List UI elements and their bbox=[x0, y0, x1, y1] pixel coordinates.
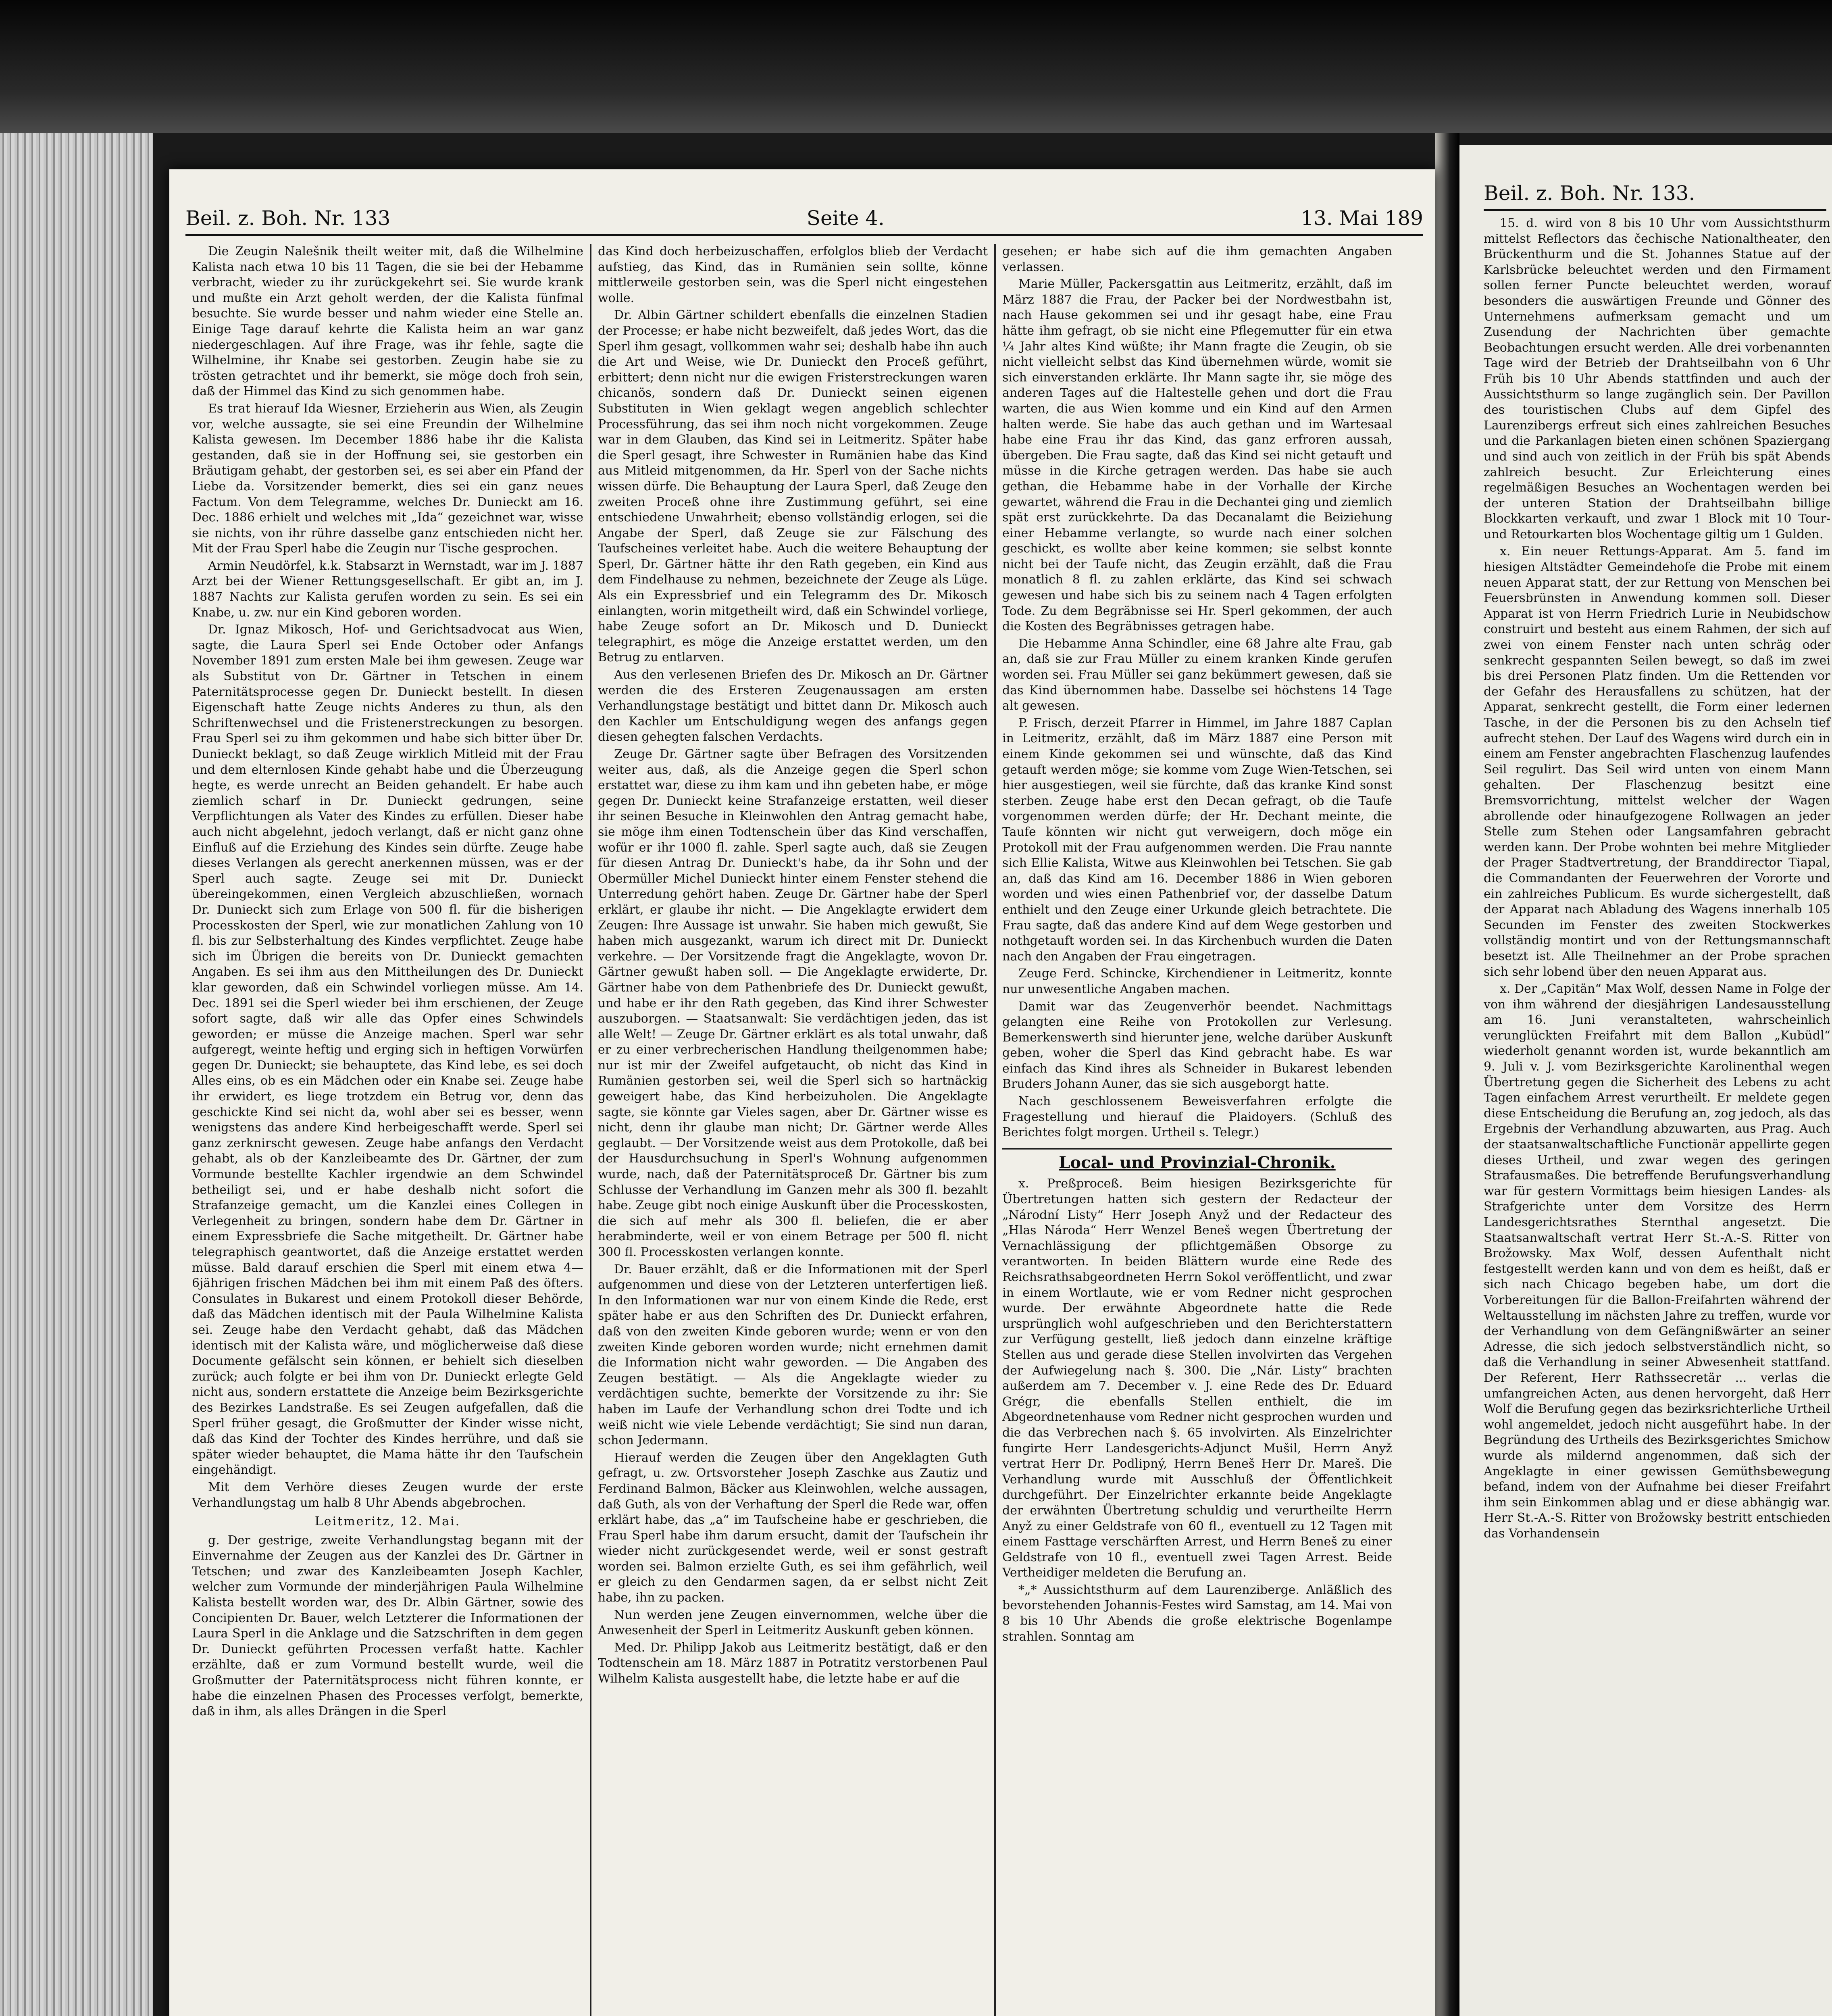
header-date: 13. Mai 189 bbox=[1301, 206, 1423, 230]
book-gutter bbox=[1435, 133, 1459, 2016]
paragraph: g. Der gestrige, zweite Verhandlungstag begann mit der Einvernahme der Zeugen aus der Kanzlei des Dr. Gärtner in Tetschen; und zwar des Kanzleibeamten Joseph Kachler, welcher zum Vormunde der minderjährigen Paula Wilhelmine Kalista bestellt worden war, des Dr. Albin Gärtner, sowie des Concipienten Dr. Bauer, welch Letzterer die Informationen der Laura Sperl in die Anklage und die Satzschriften in dem gegen Dr. Dunieckt geführten Processen verfaßt hatte. Kachler erzählte, daß er zum Vormund bestellt wurde, weil die Großmutter der Paternitätsprocess nicht führen konnte, er habe die einzelnen Phasen des Processes verfolgt, bemerkte, daß in ihm, als alles Drängen in die Sperl bbox=[192, 1533, 583, 1719]
header-page-number: Seite 4. bbox=[806, 206, 885, 230]
paragraph: Armin Neudörfel, k.k. Stabsarzt in Wernstadt, war im J. 1887 Arzt bei der Wiener Rettungsgesellschaft. Er gibt an, im J. 1887 Nachts zur Kalista gerufen worden zu sein. Es sei ein Knabe, u. zw. nur ein Kind geboren worden. bbox=[192, 558, 583, 620]
paragraph: 15. d. wird von 8 bis 10 Uhr vom Aussichtsthurm mittelst Reflectors das čechische Nationaltheater, den Brückenthurm und die St. Johannes Statue auf der Karlsbrücke beleuchtet werden und den Firmament sollen ferner Puncte beleuchtet werden, worauf besonders die auswärtigen Freunde und Gönner des Unternehmens aufmerksam gemacht und um Zusendung der Nachrichten über gemachte Beobachtungen ersucht werden. Alle drei vorbenannten Tage wird der Betrieb der Drahtseilbahn von 6 Uhr Früh bis 10 Uhr Abends stattfinden und auch der Aussichtsthurm so lange zugänglich sein. Der Pavillon des touristischen Clubs auf dem Gipfel des Laurenzibergs erfreut sich eines zahlreichen Besuches und die Parkanlagen bieten einen schönen Spaziergang und sind auch von zeitlich in der Früh bis spät Abends zahlreich besucht. Zur Erleichterung eines regelmäßigen Besuches an Wochentagen werden bei der unteren Station der Drahtseilbahn billige Blockkarten verkauft, und zwar 1 Block mit 10 Tour- und Retourkarten blos Wochentage giltig um 1 Gulden. bbox=[1484, 216, 1830, 541]
paragraph: Zeuge Dr. Gärtner sagte über Befragen des Vorsitzenden weiter aus, daß, als die Anzeige gegen die Sperl schon erstattet war, diese zu ihm kam und ihn gebeten habe, er möge gegen Dr. Dunieckt keine Strafanzeige erstatten, weil dieser ihr seinen Besuche in Kleinwohlen den Antrag gemacht habe, sie möge ihm einen Todtenschein über das Kind verschaffen, wofür er ihr 1000 fl. zahle. Sperl sagte auch, daß sie Zeugen für diesen Antrag Dr. Dunieckt's habe, da ihr Sohn und der Obermüller Michel Dunieckt hinter einem Fenster stehend die Unterredung gehört haben. Zeuge Dr. Gärtner habe der Sperl erklärt, er glaube ihr nicht. — Die Angeklagte erwidert dem Zeugen: Ihre Aussage ist unwahr. Sie haben mich gewußt, Sie haben mich ausgezankt, warum ich direct mit Dr. Dunieckt verkehre. — Der Vorsitzende fragt die Angeklagte, wovon Dr. Gärtner gewußt haben soll. — Die Angeklagte erwiderte, Dr. Gärtner habe von dem Pathenbriefe des Dr. Dunieckt gewußt, und habe er ihr den Rath gegeben, das Kind ihrer Schwester auszuborgen. — Staatsanwalt: Sie verdächtigen jeden, das ist alle Welt! — Zeuge Dr. Gärtner erklärt es als total unwahr, daß er zu einer verbrecherischen Handlung theilgenommen habe; nur ist mir der Zweifel aufgetaucht, ob nicht das Kind in Rumänien gestorben sei, weil die Sperl sich so hartnäckig geweigert habe, das Kind herbeizuholen. Die Angeklagte sagte, sie könnte gar Vieles sagen, aber Dr. Gärtner wisse es nicht, denn ihr glaube man nicht; Dr. Gärtner werde Alles geglaubt. — Der Vorsitzende weist aus dem Protokolle, daß bei der Hausdurchsuchung in Sperl's Wohnung aufgenommen wurde, nach, daß der Paternitätsproceß Dr. Gärtner bis zum Schlusse der Verhandlung im Ganzen mehr als 300 fl. bezahlt habe. Zeuge gibt noch einige Auskunft über die Processkosten, die sich auf mehr als 300 fl. beliefen, die er aber herabminderte, weil er von einem Betrage per 500 fl. nicht 300 fl. Processkosten verlangen konnte. bbox=[598, 747, 988, 1259]
paragraph: P. Frisch, derzeit Pfarrer in Himmel, im Jahre 1887 Caplan in Leitmeritz, erzählt, daß im März 1887 eine Person mit einem Kinde gekommen sei und wünschte, daß das Kind getauft werden möge; sie komme vom Zuge Wien-Tetschen, sei hier ausgestiegen, weil sie fürchte, daß das kranke Kind sonst sterben. Zeuge habe erst den Decan gefragt, ob die Taufe vorgenommen werden dürfe; der Hr. Dechant meinte, die Taufe könnten wir nicht gut verweigern, doch möge ein Protokoll mit der Frau aufgenommen werden. Die Frau nannte sich Ellie Kalista, Witwe aus Kleinwohlen bei Tetschen. Sie gab an, daß das Kind am 16. December 1886 in Wien geboren worden und wies einen Pathenbrief vor, der dasselbe Datum enthielt und den Zeuge einer Urkunde gleich betrachtete. Die Frau sagte, daß das andere Kind auf dem Wege gestorben und nothgetauft worden sei. In das Kirchenbuch wurden die Daten nach den Angaben der Frau eingetragen. bbox=[1002, 716, 1392, 964]
scanner-background bbox=[0, 0, 1832, 133]
paragraph: Nach geschlossenem Beweisverfahren erfolgte die Fragestellung und hierauf die Plaidoyers. (Schluß des Berichtes folgt morgen. Urtheil s. Telegr.) bbox=[1002, 1094, 1392, 1140]
column-3 bbox=[994, 244, 1399, 2016]
paragraph: Hierauf werden die Zeugen über den Angeklagten Guth gefragt, u. zw. Ortsvorsteher Joseph Zaschke aus Zautiz und Ferdinand Balmon, Bäcker aus Kleinwohlen, welche aussagen, daß Guth, als von der Verhaftung der Sperl die Rede war, offen erklärt habe, das „a“ im Taufscheine habe er geschrieben, die Frau Sperl habe ihm darum ersucht, damit der Taufschein ihr wieder nicht zurückgesendet werde, weil er sonst gestraft worden sei. Balmon erzielte Guth, es sei ihm gefährlich, weil er gleich zu den Gendarmen sagen, da er selbst nicht Zeit habe, ihn zu packen. bbox=[598, 1450, 988, 1605]
paragraph: Dr. Ignaz Mikosch, Hof- und Gerichtsadvocat aus Wien, sagte, die Laura Sperl sei Ende October oder Anfangs November 1891 zum ersten Male bei ihm gewesen. Zeuge war als Substitut von Dr. Gärtner in Tetschen in einem Paternitätsprocesse gegen Dr. Dunieckt bestellt. In diesen Eigenschaft hatte Zeuge nichts Anderes zu thun, als den Schriftenwechsel und die Fristenerstreckungen zu besorgen. Frau Sperl sei zu ihm gekommen und habe sich bitter über Dr. Dunieckt beklagt, so daß Zeuge wirklich Mitleid mit der Frau und dem elternlosen Kinde gehabt habe und die Überzeugung hegte, es werde unrecht an Beiden gehandelt. Er habe auch ziemlich scharf in Dr. Dunieckt gedrungen, seine Verpflichtungen als Vater des Kindes zu erfüllen. Dieser habe auch nicht abgelehnt, jedoch verlangt, daß er nicht ganz ohne Einfluß auf die Erziehung des Kindes sein dürfte. Zeuge habe dieses Verlangen als gerecht anerkennen müssen, was er der Sperl auch sagte. Zeuge sei mit Dr. Dunieckt übereingekommen, einen Vergleich abzuschließen, wornach Dr. Dunieckt sich zum Erlage von 500 fl. für die bisherigen Processkosten der Sperl, wie zur monatlichen Zahlung von 10 fl. bis zur Selbsterhaltung des Kindes verpflichtet. Zeuge habe sich im Übrigen die bereits von Dr. Dunieckt gemachten Angaben. Es sei ihm aus den Mittheilungen des Dr. Dunieckt klar geworden, daß ein Schwindel vorliegen müsse. Am 14. Dec. 1891 sei die Sperl wieder bei ihm erschienen, der Zeuge sofort sagte, daß wir alle das Opfer eines Schwindels geworden; er müsse die Anzeige machen. Sperl war sehr aufgeregt, weinte heftig und erging sich in heftigen Vorwürfen gegen Dr. Dunieckt; sie behauptete, das Kind lebe, es sei doch Alles eins, ob es ein Mädchen oder ein Knabe sei. Zeuge habe ihr erwidert, es liege trotzdem ein Betrug vor, denn das geschickte Kind sei nicht da, wohl aber sei es besser, wenn wenigstens das andere Kind herbeigeschafft werde. Sperl sei ganz zerknirscht gewesen. Zeuge habe anfangs den Verdacht gehabt, als ob der Kanzleibeamte des Dr. Gärtner, der zum Vormunde bestellte Kachler irgendwie an dem Schwindel betheiligt sei, und er habe deshalb nicht sofort die Strafanzeige gemacht, um die Kanzlei eines Collegen in Verlegenheit zu bringen, sondern habe dem Dr. Gärtner in einem Expressbriefe die Sache mitgetheilt. Dr. Gärtner habe telegraphisch geantwortet, daß die Anzeige erstattet werden müsse. Bald darauf erschien die Sperl mit einem etwa 4—6jährigen frischen Mädchen bei ihm mit einem Paß des öfters. Consulates in Bukarest und einem Protokoll dieser Behörde, daß das Mädchen identisch mit der Paula Wilhelmine Kalista sei. Zeuge habe den Verdacht gehabt, daß das Mädchen identisch mit der Kalista wäre, und möglicherweise daß diese Documente gefälscht sein können, er behielt sich dieselben zurück; auch folgte er bei ihm von Dr. Dunieckt erlegte Geld nicht aus, sondern erstattete die Anzeige beim Bezirksgerichte des Bezirkes Landstraße. Es sei Zeugen aufgefallen, daß die Sperl früher gesagt, die Großmutter der Kinder wisse nicht, daß das Kind der Tochter des Kindes herrühre, und daß sie später wieder behauptet, die Mama hätte ihr den Taufschein eingehändigt. bbox=[192, 623, 583, 1477]
paragraph: Nun werden jene Zeugen einvernommen, welche über die Anwesenheit der Sperl in Leitmeritz Auskunft geben können. bbox=[598, 1608, 988, 1638]
facing-page-column bbox=[1484, 216, 1830, 1543]
running-header bbox=[185, 198, 1423, 236]
facing-page-header: Beil. z. Boh. Nr. 133. bbox=[1484, 181, 1826, 211]
column-1 bbox=[185, 244, 590, 2016]
paragraph: Damit war das Zeugenverhör beendet. Nachmittags gelangten eine Reihe von Protokollen zur Verlesung. Bemerkenswerth sind hierunter jene, welche darüber Auskunft geben, woher die Sperl das Kind gebracht habe. Es war einfach das Kind ihres als Schneider in Bukarest lebenden Bruders Johann Auner, das sie sich ausgeborgt hatte. bbox=[1002, 999, 1392, 1091]
paragraph: Die Zeugin Nalešnik theilt weiter mit, daß die Wilhelmine Kalista nach etwa 10 bis 11 Tagen, die sie bei der Hebamme verbracht, wieder zu ihr zurückgekehrt sei. Sie wurde krank und mußte ein Arzt geholt werden, der die Kalista fünfmal besuchte. Sie wurde besser und nahm wieder eine Stelle an. Einige Tage darauf kehrte die Kalista heim an war ganz niedergeschlagen. Auf ihre Frage, was ihr fehle, sagte die Wilhelmine, ihr Knabe sei gestorben. Zeugin habe sie zu trösten getrachtet und ihr bemerkt, sie möge doch froh sein, daß der Himmel das Kind zu sich genommen habe. bbox=[192, 244, 583, 399]
paragraph: Dr. Albin Gärtner schildert ebenfalls die einzelnen Stadien der Processe; er habe nicht bezweifelt, daß jedes Wort, das die Sperl ihm gesagt, vollkommen wahr sei; deshalb habe ihn auch die Art und Weise, wie Dr. Dunieckt den Proceß geführt, erbittert; denn nicht nur die ewigen Fristerstreckungen waren chicanös, sondern daß Dr. Dunieckt seinen eigenen Substituten in Wien geklagt wegen angeblich schlechter Processführung, das sei ihm noch nicht vorgekommen. Zeuge war in dem Glauben, das Kind sei in Leitmeritz. Später habe die Sperl gesagt, ihre Schwester in Rumänien habe das Kind aus Mitleid mitgenommen, da Hr. Sperl von der Sache nichts wissen dürfe. Die Behauptung der Laura Sperl, daß Zeuge den zweiten Proceß ohne ihre Zustimmung geführt, sei eine entschiedene Unwahrheit; ebenso vollständig erlogen, sei die Angabe der Sperl, daß Zeuge sie zur Fälschung des Taufscheines verleitet habe. Auch die weitere Behauptung der Sperl, Dr. Gärtner hätte ihr den Rath gegeben, ein Kind aus dem Findelhause zu nehmen, bezeichnete der Zeuge als Lüge. Als ein Expressbrief und ein Telegramm des Dr. Mikosch einlangten, worin mitgetheilt wird, daß ein Schwindel vorliege, habe Zeuge sofort an Dr. Mikosch und D. Dunieckt telegraphirt, es möge die Anzeige erstattet werden, um den Betrug zu entlarven. bbox=[598, 308, 988, 665]
paragraph: Med. Dr. Philipp Jakob aus Leitmeritz bestätigt, daß er den Todtenschein am 18. März 1887 in Potratitz verstorbenen Paul Wilhelm Kalista ausgestellt habe, die letzte habe er auf die bbox=[598, 1640, 988, 1686]
column-2 bbox=[590, 244, 994, 2016]
paragraph: x. Der „Capitän“ Max Wolf, dessen Name in Folge der von ihm während der diesjährigen Landesausstellung am 16. Juni veranstalteten, wahrscheinlich verunglückten Freifahrt mit dem Ballon „Kubüdl“ wiederholt genannt worden ist, wurde bekanntlich am 9. Juli v. J. vom Bezirksgerichte Karolinenthal wegen Übertretung gegen die Sicherheit des Lebens zu acht Tagen einfachem Arrest verurtheilt. Er meldete gegen diese Entscheidung die Berufung an, zog jedoch, als das Ergebnis der Verhandlung abzuwarten, aus Prag. Auch der staatsanwaltschaftliche Functionär appellirte gegen dieses Urtheil, und zwar wegen des geringen Strafausmaßes. Die betreffende Berufungsverhandlung war für gestern Vormittags beim hiesigen Landes- als Strafgerichte unter dem Vorsitze des Herrn Landesgerichtsrathes Sternthal angesetzt. Die Staatsanwaltschaft vertrat Herr St.-A.-S. Ritter von Brožowsky. Max Wolf, dessen Aufenthalt nicht festgestellt werden kann und von dem es heißt, daß er sich nach Chicago begeben habe, um dort die Vorbereitungen für die Ballon-Freifahrten während der Weltausstellung im nächsten Jahre zu treffen, wurde vor der Verhandlung von dem Gefängnißwärter an seiner Adresse, die sich jedoch selbstverständlich nicht, so daß die Verhandlung in seiner Abwesenheit stattfand. Der Referent, Herr Rathssecretär ... verlas die umfangreichen Acten, aus denen hervorgeht, daß Herr Wolf die Berufung gegen das bezirksrichterliche Urtheil wohl angemeldet, jedoch nicht ausgeführt habe. In der Begründung des Urtheils des Bezirksgerichtes Smichow wurde als mildernd angenommen, daß sich der Angeklagte in einer gewissen Gemüthsbewegung befand, indem von der Aufnahme bei dieser Freifahrt ihm sein Einkommen ablag und er diese abhängig war. Herr St.-A.-S. Ritter von Brožowsky bestritt entschieden das Vorhandensein bbox=[1484, 982, 1830, 1541]
paragraph: Zeuge Ferd. Schincke, Kirchendiener in Leitmeritz, konnte nur unwesentliche Angaben machen. bbox=[1002, 966, 1392, 996]
paragraph: *„* Aussichtsthurm auf dem Laurenziberge. Anläßlich des bevorstehenden Johannis-Festes wird Samstag, am 14. Mai von 8 bis 10 Uhr Abends die große elektrische Bogenlampe strahlen. Sonntag am bbox=[1002, 1583, 1392, 1644]
paragraph: Die Hebamme Anna Schindler, eine 68 Jahre alte Frau, gab an, daß sie zur Frau Müller zu einem kranken Kinde gerufen worden sei. Frau Müller sei ganz bekümmert gewesen, daß sie das Kind übernommen habe. Dasselbe sei höchstens 14 Tage alt gewesen. bbox=[1002, 636, 1392, 713]
paragraph: Aus den verlesenen Briefen des Dr. Mikosch an Dr. Gärtner werden die des Ersteren Zeugenaussagen am ersten Verhandlungstage bestätigt und bittet dann Dr. Mikosch auch den Kachler um Entschuldigung wegen des anfangs gegen diesen gehegten falschen Verdachts. bbox=[598, 668, 988, 744]
newspaper-page bbox=[169, 169, 1435, 2016]
book-page-edges bbox=[0, 133, 153, 2016]
article-columns bbox=[185, 244, 1423, 2016]
paragraph: x. Ein neuer Rettungs-Apparat. Am 5. fand im hiesigen Altstädter Gemeindehofe die Probe mit einem neuen Apparat statt, der zur Rettung von Menschen bei Feuersbrünsten in Anwendung kommen soll. Dieser Apparat ist von Herrn Friedrich Lurie in Neubidschow construirt und besteht aus einem Rahmen, der sich auf zwei von einem Fenster nach unten schräg oder senkrecht gespannten Seilen bewegt, so daß im zwei bis drei Personen Platz finden. Um die Rettenden vor der Gefahr des Herausfallens zu schützen, hat der Apparat, senkrecht gestellt, die Form einer ledernen Tasche, in der die Personen bis zu den Achseln tief aufrecht stehen. Der Lauf des Wagens wird durch ein in einem am Fenster angebrachten Flaschenzug laufendes Seil regulirt. Das Seil wird unten von einem Mann gehalten. Der Flaschenzug besitzt eine Bremsvorrichtung, mittelst welcher der Wagen abrollende oder hinaufgezogene Rollwagen an jeder Stelle zum Stehen oder Langsamfahren gebracht werden kann. Der Probe wohnten bei mehre Mitglieder der Prager Stadtvertretung, der Branddirector Tiapal, die Commandanten der Feuerwehren der Vororte und ein zahlreiches Publicum. Es wurde sichergestellt, daß der Apparat nach Abladung des Wagens innerhalb 105 Secunden im Fenster des zweiten Stockwerkes vollständig montirt und von der Rettungsmannschaft besetzt ist. Alle Theilnehmer an der Probe sprachen sich sehr lobend über den neuen Apparat aus. bbox=[1484, 544, 1830, 979]
header-supplement-number: Beil. z. Boh. Nr. 133 bbox=[185, 206, 391, 230]
dateline: Leitmeritz, 12. Mai. bbox=[314, 1514, 461, 1529]
paragraph: Marie Müller, Packersgattin aus Leitmeritz, erzählt, daß im März 1887 die Frau, der Packer bei der Nordwestbahn ist, nach Hause gekommen sei und ihr gesagt habe, eine Frau hätte ihm gefragt, ob sie nicht eine Pflegemutter für ein etwa ¼ Jahr altes Kind wüßte; ihr Mann fragte die Zeugin, ob sie nicht vielleicht selbst das Kind übernehmen würde, womit sie sich einverstanden erklärte. Ihr Mann sagte ihr, sie möge des anderen Tages auf die Haltestelle gehen und dort die Frau warten, die aus Wien komme und ein Kind auf den Armen halten werde. Sie habe das auch gethan und im Wartesaal habe eine Frau ihr das Kind, das ganz erfroren aussah, übergeben. Die Frau sagte, daß das Kind sei nicht getauft und müsse in die Kirche getragen werden. Das habe sie auch gethan, die Hebamme habe in der Vorhalle der Kirche gewartet, während die Frau in die Dechantei ging und ziemlich spät erst zurückkehrte. Da das Decanalamt die Beiziehung einer Hebamme verlangte, so wurde nach einer solchen geschickt, es wollte aber keine kommen; sie selbst konnte nicht bei der Taufe nicht, das Zeugin erzählt, daß die Frau monatlich 8 fl. zu zahlen erklärte, das Kind sei schwach gewesen und habe sich bis zu seinem nach 4 Tagen erfolgten Tode. Zu dem Begräbnisse sei Hr. Sperl gekommen, der auch die Kosten des Begräbnisses getragen habe. bbox=[1002, 277, 1392, 634]
paragraph: Es trat hierauf Ida Wiesner, Erzieherin aus Wien, als Zeugin vor, welche aussagte, sie sei eine Freundin der Wilhelmine Kalista gewesen. Im December 1886 habe ihr die Kalista gestanden, daß sie in der Hoffnung sei, sie gestorben ein Bräutigam gehabt, der gestorben sei, es sei aber ein Pfand der Liebe da. Vorsitzender bemerkt, dies sei ein ganz neues Factum. Von dem Telegramme, welches Dr. Dunieckt am 16. Dec. 1886 erhielt und welches mit „Ida“ gezeichnet war, wisse sie nichts, von ihr rühre dasselbe ganz entschieden nicht her. Mit der Frau Sperl habe die Zeugin nur Tische gesprochen. bbox=[192, 401, 583, 556]
paragraph: Mit dem Verhöre dieses Zeugen wurde der erste Verhandlungstag um halb 8 Uhr Abends abgebrochen. bbox=[192, 1480, 583, 1510]
section-divider bbox=[1002, 1148, 1392, 1150]
section-heading: Local- und Provinzial-Chronik. bbox=[1059, 1153, 1336, 1172]
paragraph: x. Preßproceß. Beim hiesigen Bezirksgerichte für Übertretungen hatten sich gestern der Redacteur der „Národní Listy“ Herr Joseph Anyž und der Redacteur des „Hlas Národa“ Herr Wenzel Beneš wegen Übertretung der Vernachlässigung der pflichtgemäßen Obsorge zu verantworten. In beiden Blättern wurde eine Rede des Reichsrathsabgeordneten Herrn Sokol veröffentlicht, und zwar in einem Wortlaute, wie er vom Redner nicht gesprochen wurde. Der erwähnte Abgeordnete hatte die Rede ursprünglich wohl aufgeschrieben und den Berichterstattern zur Verfügung gestellt, ließ jedoch dann einzelne kräftige Stellen aus und gerade diese Stellen involvirten das Vergehen der Aufwiegelung nach §. 300. Die „Nár. Listy“ brachten außerdem am 7. December v. J. eine Rede des Dr. Eduard Grégr, die ebenfalls Stellen enthielt, die im Abgeordnetenhause vom Redner nicht gesprochen wurden und die das Verbrechen nach §. 65 involvirten. Als Einzelrichter fungirte Herr Landesgerichts-Adjunct Mušil, Herrn Anyž vertrat Herr Dr. Podlipný, Herrn Beneš Herr Dr. Mareš. Die Verhandlung wurde mit Ausschluß der Öffentlichkeit durchgeführt. Der Einzelrichter erkannte beide Angeklagte der erwähnten Übertretung schuldig und verurtheilte Herrn Anyž zu einer Geldstrafe von 60 fl., eventuell zu 12 Tagen mit einem Fasttage verschärften Arrest, und Herrn Beneš zu einer Geldstrafe von 10 fl., eventuell zwei Tagen Arrest. Beide Vertheidiger meldeten die Berufung an. bbox=[1002, 1177, 1392, 1580]
facing-page bbox=[1459, 145, 1832, 2016]
paragraph: das Kind doch herbeizuschaffen, erfolglos blieb der Verdacht aufstieg, das Kind, das in Rumänien sein sollte, könne mittlerweile gestorben sein, was die Sperl nicht eingestehen wolle. bbox=[598, 244, 988, 305]
paragraph: gesehen; er habe sich auf die ihm gemachten Angaben verlassen. bbox=[1002, 244, 1392, 274]
paragraph: Dr. Bauer erzählt, daß er die Informationen mit der Sperl aufgenommen und diese von der Letzteren unterfertigen ließ. In den Informationen war nur von einem Kinde die Rede, erst später habe er aus den Schriften des Dr. Dunieckt erfahren, daß von den zweiten Kinde geboren wurde; wenn er von den zweiten Kinde geboren worden wurde; nicht ernehmen damit die Information nicht wahr geworden. — Die Angaben des Zeugen bestätigt. — Als die Angeklagte wieder zu verdächtigen suchte, bemerkte der Vorsitzende zu ihr: Sie haben im Laufe der Verhandlung schon drei Todte und ich weiß nicht wie viele Lebende verdächtigt; Sie sind nun daran, schon Jedermann. bbox=[598, 1262, 988, 1448]
